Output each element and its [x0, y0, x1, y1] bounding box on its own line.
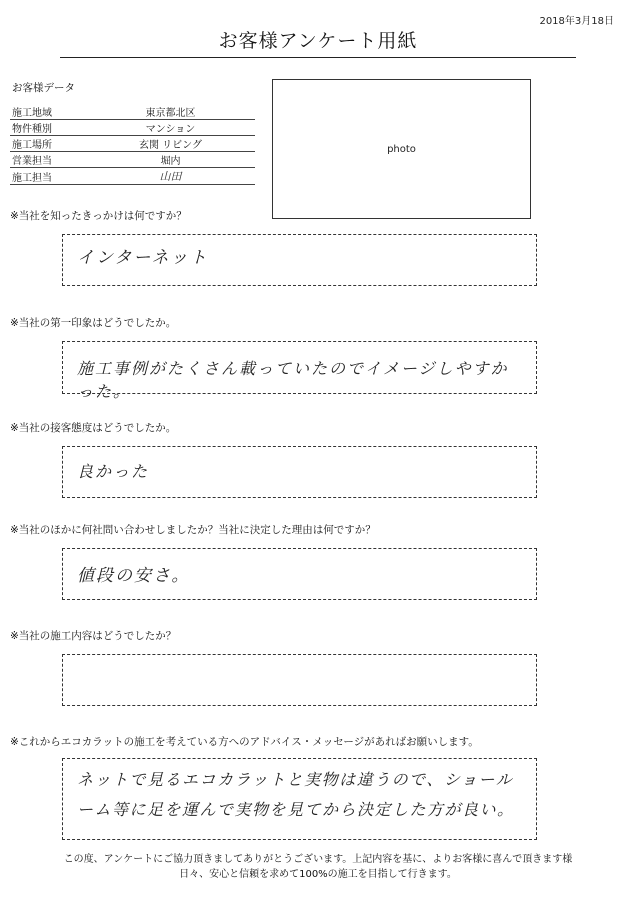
row-value: 玄関 リビング	[86, 136, 255, 152]
row-key: 施工地域	[10, 104, 86, 120]
answer-2	[62, 341, 537, 401]
table-row	[10, 168, 255, 185]
row-value: 堀内	[86, 152, 255, 168]
answer-3	[62, 446, 537, 498]
row-value: 東京都北区	[86, 104, 255, 120]
answer-2-text: 施工事例がたくさん載っていたのでイメージしやすかった。	[77, 359, 509, 401]
footer-message	[0, 852, 636, 882]
table-row	[10, 152, 255, 168]
question-1: ※当社を知ったきっかけは何ですか？	[10, 210, 187, 222]
row-value-handwritten: 山田	[86, 168, 255, 185]
footer-line-1: この度、アンケートにご協力頂きましてありがとうございます。上記内容を基に、よりお客様に喜んで頂きます様	[63, 854, 573, 865]
table-row	[10, 120, 255, 136]
answer-1-text: インターネット	[77, 248, 209, 268]
table-row	[10, 136, 255, 152]
question-4: ※当社のほかに何社問い合わせしましたか？当社に決定した理由は何ですか？	[10, 524, 376, 536]
question-3: ※当社の接客態度はどうでしたか。	[10, 422, 177, 434]
row-key: 施工担当	[10, 168, 86, 185]
customer-data-label: お客様データ	[12, 82, 75, 94]
row-key: 施工場所	[10, 136, 86, 152]
answer-6-text: ネットで見るエコカラットと実物は違うので、ショールーム等に足を運んで実物を見てから決定した方が良い。	[77, 770, 515, 819]
photo-placeholder	[272, 79, 531, 219]
survey-date: 2018年3月18日	[539, 16, 614, 27]
answer-4-text: 値段の安さ。	[77, 566, 191, 586]
row-key: 営業担当	[10, 152, 86, 168]
question-6: ※これからエコカラットの施工を考えている方へのアドバイス・メッセージがあればお願いします。	[10, 736, 479, 748]
answer-5	[62, 654, 537, 706]
answer-6	[62, 758, 537, 840]
footer-line-2: 日々、安心と信頼を求めて100%の施工を目指して行きます。	[179, 869, 457, 880]
table-row	[10, 104, 255, 120]
question-2: ※当社の第一印象はどうでしたか。	[10, 317, 177, 329]
answer-3-text: 良かった	[77, 462, 150, 481]
row-key: 物件種別	[10, 120, 86, 136]
row-value: マンション	[86, 120, 255, 136]
answer-1	[62, 234, 537, 286]
photo-label: photo	[387, 143, 416, 155]
question-5: ※当社の施工内容はどうでしたか？	[10, 630, 177, 642]
page-title: お客様アンケート用紙	[60, 26, 576, 58]
answer-4	[62, 548, 537, 600]
customer-data-table	[10, 104, 255, 185]
